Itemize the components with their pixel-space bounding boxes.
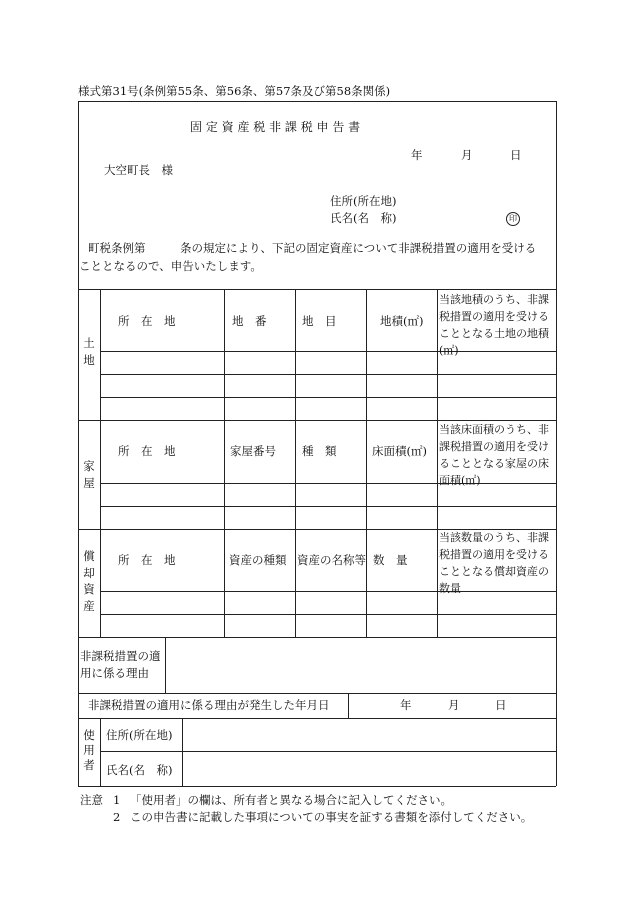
reason-date-year: 年 xyxy=(400,698,412,712)
land-header-area: 地積(㎡) xyxy=(380,314,424,328)
user-name-input[interactable] xyxy=(183,752,556,786)
land-header-lot-number: 地 番 xyxy=(232,314,267,328)
statement-line-1: 町税条例第 条の規定により、下記の固定資産について非課税措置の適用を受ける xyxy=(88,241,537,255)
form-number-label: 様式第31号(条例第55条、第56条、第57条及び第58条関係) xyxy=(78,84,391,98)
house-header-kind: 種 類 xyxy=(302,444,337,458)
date-day-label: 日 xyxy=(510,148,522,162)
depreciable-header-location: 所 在 地 xyxy=(118,553,176,567)
land-section-label: 土 地 xyxy=(83,336,95,367)
note-2-text: この申告書に記載した事項についての事実を証する書類を添付してください。 xyxy=(130,810,533,824)
reason-input[interactable] xyxy=(166,638,556,693)
date-month-label: 月 xyxy=(461,148,473,162)
house-header-floor-area: 床面積(㎡) xyxy=(372,444,427,458)
note-2-number: 2 xyxy=(113,810,121,824)
land-header-exempt-area: 当該地積のうち、非課税措置の適用を受けることとなる土地の地積(㎡) xyxy=(439,293,549,357)
reason-label: 非課税措置の適用に係る理由 xyxy=(80,649,161,680)
user-name-label: 氏名(名 称) xyxy=(106,763,173,777)
seal-icon: 印 xyxy=(506,212,520,226)
house-header-house-number: 家屋番号 xyxy=(230,444,276,458)
statement-line-2: こととなるので、申告いたします。 xyxy=(79,259,262,273)
land-header-category: 地 目 xyxy=(302,314,337,328)
house-header-exempt-area: 当該床面積のうち、非課税措置の適用を受けることとなる家屋の床面積(㎡) xyxy=(439,423,549,487)
depreciable-header-exempt-quantity: 当該数量のうち、非課税措置の適用を受けることとなる償却資産の数量 xyxy=(439,531,549,595)
house-header-location: 所 在 地 xyxy=(118,444,176,458)
depreciable-header-quantity: 数 量 xyxy=(373,553,408,567)
user-section-label: 使 用 者 xyxy=(83,728,95,772)
addressee: 大空町長 様 xyxy=(104,163,173,177)
notes-prefix: 注意 xyxy=(80,793,103,807)
land-header-location: 所 在 地 xyxy=(118,314,176,328)
date-year-label: 年 xyxy=(411,148,423,162)
applicant-address-label: 住所(所在地) xyxy=(330,194,397,208)
note-1-number: 1 xyxy=(113,793,121,807)
user-address-label: 住所(所在地) xyxy=(106,728,173,742)
depreciable-data-rows[interactable] xyxy=(101,592,556,637)
reason-date-month: 月 xyxy=(448,698,460,712)
house-data-rows[interactable] xyxy=(101,484,556,529)
note-1-text: 「使用者」の欄は、所有者と異なる場合に記入してください。 xyxy=(130,793,452,807)
land-data-rows[interactable] xyxy=(101,352,556,420)
house-section-label: 家 屋 xyxy=(83,459,95,490)
depreciable-header-asset-name: 資産の名称等 xyxy=(297,553,366,567)
reason-date-label: 非課税措置の適用に係る理由が発生した年月日 xyxy=(88,698,330,712)
applicant-name-label: 氏名(名 称) xyxy=(330,211,397,225)
reason-date-day: 日 xyxy=(495,698,507,712)
depreciable-section-label: 償 却 資 産 xyxy=(83,549,95,614)
form-title: 固 定 資 産 税 非 課 税 申 告 書 xyxy=(190,120,361,134)
depreciable-header-asset-type: 資産の種類 xyxy=(229,553,287,567)
user-address-input[interactable] xyxy=(183,719,556,751)
